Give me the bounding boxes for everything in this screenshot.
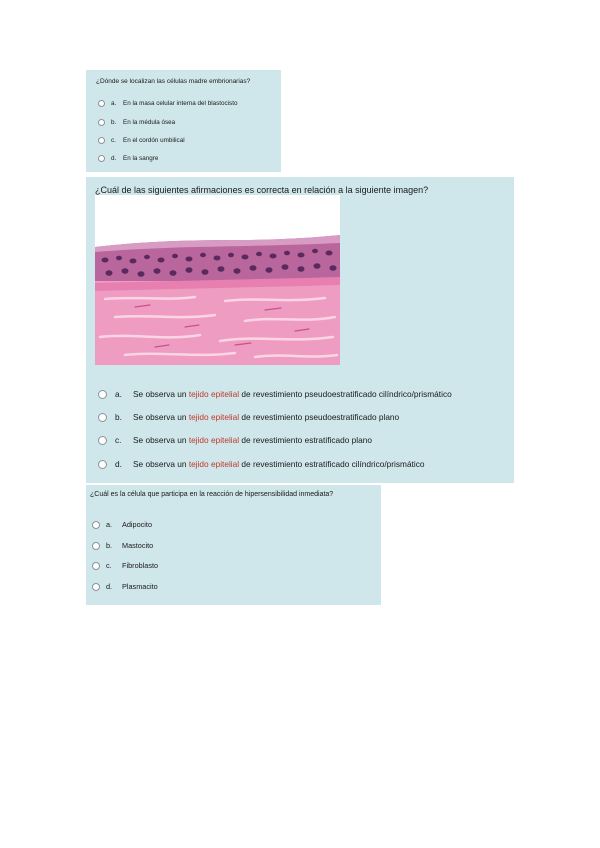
radio-button[interactable] [92, 583, 100, 591]
question-1-option-d[interactable]: d. En la sangre [98, 155, 158, 162]
question-1-option-a[interactable]: a. En la masa celular interna del blastocisto [98, 100, 237, 107]
question-3-option-b[interactable]: b. Mastocito [92, 541, 153, 550]
question-2-option-d[interactable]: d. Se observa un tejido epitelial de revestimiento estratificado cilíndrico/prismático [98, 459, 425, 469]
question-3-option-d[interactable]: d. Plasmacito [92, 582, 158, 591]
radio-button[interactable] [92, 521, 100, 529]
radio-button[interactable] [92, 542, 100, 550]
radio-button[interactable] [98, 390, 107, 399]
question-2-option-b[interactable]: b. Se observa un tejido epitelial de revestimiento pseudoestratificado plano [98, 412, 399, 422]
question-2-text: ¿Cuál de las siguientes afirmaciones es correcta en relación a la siguiente imagen? [95, 185, 429, 195]
question-1-text: ¿Dónde se localizan las células madre embrionarias? [96, 78, 251, 85]
question-2-option-a[interactable]: a. Se observa un tejido epitelial de revestimiento pseudoestratificado cilíndrico/prismático [98, 389, 452, 399]
question-3-text: ¿Cuál es la célula que participa en la reacción de hipersensibilidad inmediata? [90, 491, 334, 498]
radio-button[interactable] [98, 155, 105, 162]
question-2-option-c[interactable]: c. Se observa un tejido epitelial de revestimiento estratificado plano [98, 435, 372, 445]
histology-image [95, 195, 340, 365]
radio-button[interactable] [98, 137, 105, 144]
radio-button[interactable] [92, 562, 100, 570]
question-1-panel [86, 70, 281, 172]
radio-button[interactable] [98, 460, 107, 469]
question-3-option-c[interactable]: c. Fibroblasto [92, 561, 158, 570]
radio-button[interactable] [98, 119, 105, 126]
radio-button[interactable] [98, 100, 105, 107]
radio-button[interactable] [98, 413, 107, 422]
question-1-option-b[interactable]: b. En la médula ósea [98, 119, 175, 126]
question-3-panel [86, 485, 381, 605]
radio-button[interactable] [98, 436, 107, 445]
question-3-option-a[interactable]: a. Adipocito [92, 520, 152, 529]
question-2-panel [86, 177, 514, 483]
question-1-option-c[interactable]: c. En el cordón umbilical [98, 137, 185, 144]
